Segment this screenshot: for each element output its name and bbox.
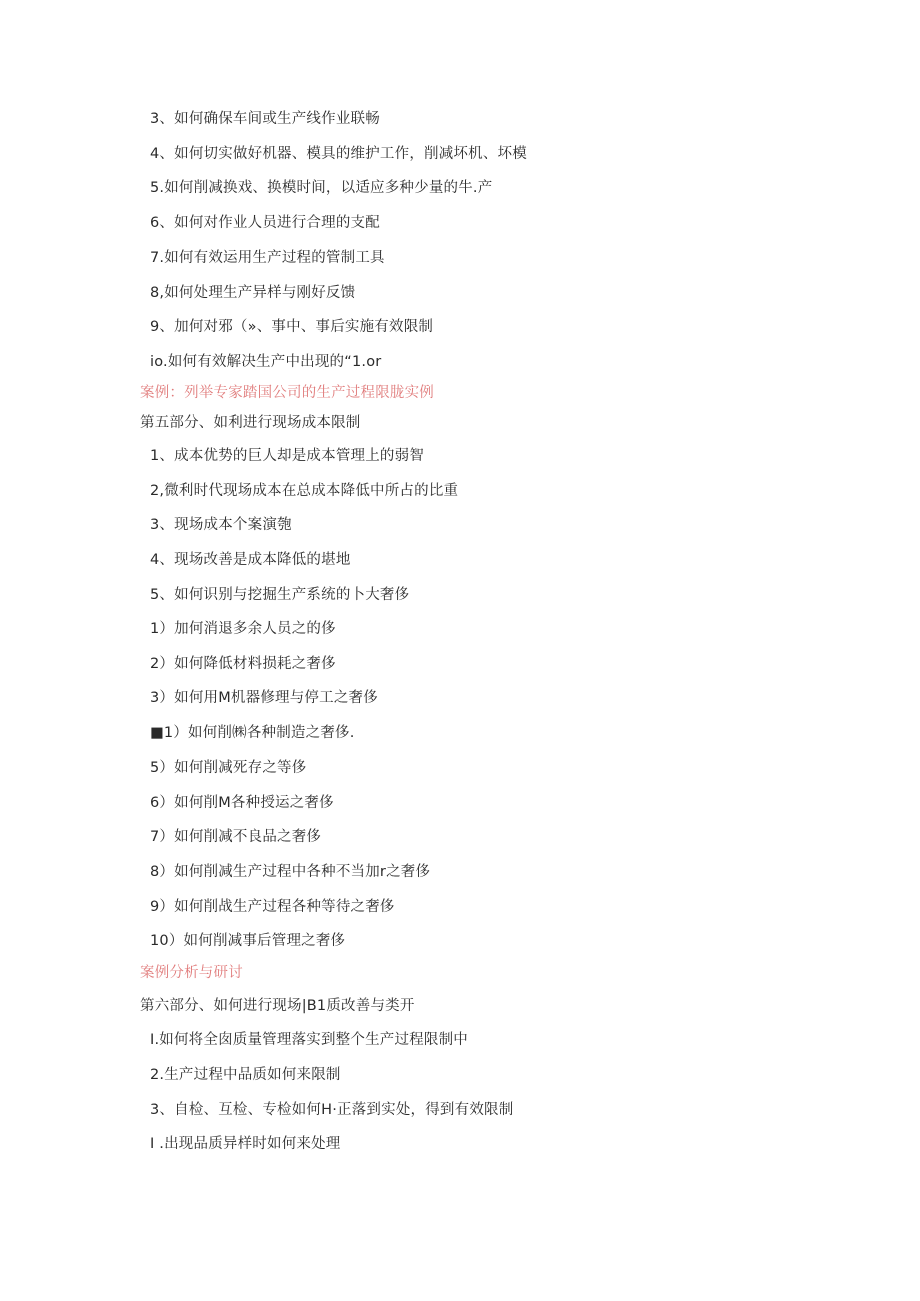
- list-item: 6）如何削M各种授运之奢侈: [150, 795, 334, 811]
- list-item: I.如何将全囱质量管理落实到整个生产过程限制中: [150, 1032, 468, 1048]
- list-item: 7）如何削减不良品之奢侈: [150, 829, 322, 845]
- list-item: 4、如何切实做好机器、模具的维护工作，削减坏机、坏模: [150, 146, 527, 162]
- list-item: 5.如何削减换戏、换模时间，以适应多种少量的牛.产: [150, 180, 493, 196]
- list-item: 9）如何削战生产过程各种等待之奢侈: [150, 899, 395, 915]
- list-item: 6、如何对作业人员进行合理的支配: [150, 215, 380, 231]
- list-item: 1）加何消退多余人员之的侈: [150, 621, 336, 637]
- section-heading: 第六部分、如何进行现场|B1质改善与类开: [140, 998, 415, 1014]
- case-study-heading: 案例分析与研讨: [140, 965, 243, 981]
- list-item: io.如何有效解决生产中出现的“1.or: [150, 354, 382, 370]
- list-item: 5、如何识别与挖掘生产系统的卜大奢侈: [150, 587, 410, 603]
- list-item: 10）如何削减事后管理之奢侈: [150, 933, 346, 949]
- list-item: 3）如何用M机器修理与停工之奢侈: [150, 690, 378, 706]
- list-item: 9、加何对邪（»、事中、事后实施有效限制: [150, 319, 434, 335]
- list-item: 3、现场成本个案演匏: [150, 517, 292, 533]
- list-item: 7.如何有效运用生产过程的管制工具: [150, 250, 385, 266]
- list-item: 2）如何降低材料损耗之奢侈: [150, 656, 336, 672]
- list-item: 5）如何削减死存之等侈: [150, 760, 307, 776]
- section-heading: 第五部分、如利进行现场成本限制: [140, 415, 361, 431]
- list-item: 2.生产过程中品质如何来限制: [150, 1067, 341, 1083]
- list-item: 4、现场改善是成本降低的堪地: [150, 552, 351, 568]
- list-item: 1、成本优势的巨人却是成本管理上的弱智: [150, 448, 425, 464]
- case-study-heading: 案例：列举专家踏国公司的生产过程限胧实例: [140, 385, 434, 401]
- list-item: I .出现品质异样时如何来处理: [150, 1136, 341, 1152]
- list-item: 2,微利时代现场成本在总成本降低中所占的比重: [150, 483, 459, 499]
- list-item: 8,如何处理生产异样与刚好反馈: [150, 285, 356, 301]
- list-item: 3、自检、互检、专检如何H·正落到实处，得到有效限制: [150, 1102, 514, 1118]
- list-item: 8）如何削减生产过程中各种不当加r之奢侈: [150, 864, 431, 880]
- list-item: ■1）如何削㈱各种制造之奢侈.: [150, 725, 355, 741]
- list-item: 3、如何确保车间或生产线作业联畅: [150, 111, 380, 127]
